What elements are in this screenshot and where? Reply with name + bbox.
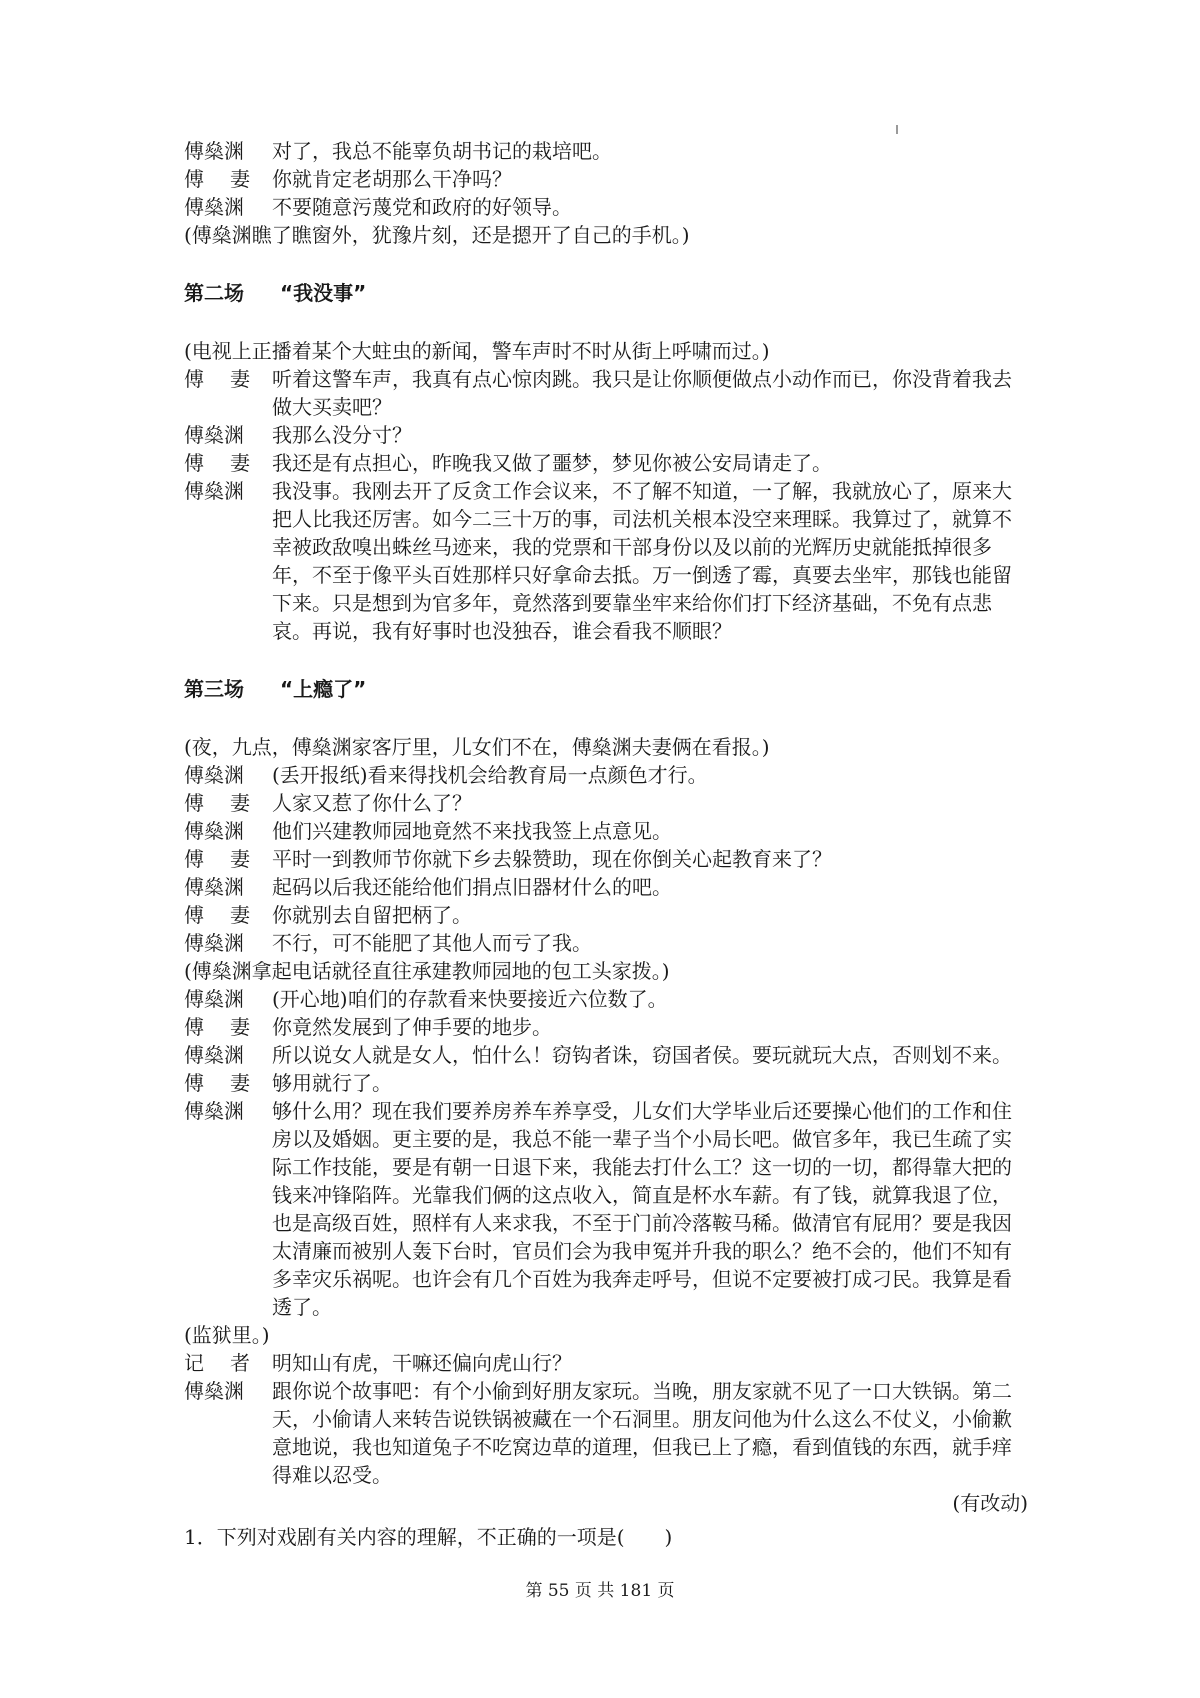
dialogue-line [184,789,1028,817]
dialogue-line [184,985,1028,1013]
speaker-name: 傅 妻 [184,367,250,391]
dialogue-line [184,845,1028,873]
dialogue-line [184,421,1028,449]
scene3-dialogue-2 [184,985,1028,1321]
margin-mark [896,125,898,134]
scene-number: 第三场 [184,677,244,701]
dialogue-text: 你就别去自留把柄了。 [272,903,472,927]
dialogue-line [184,817,1028,845]
dialogue-line [184,477,1028,645]
page-footer: 第 55 页 共 181 页 [525,1581,675,1601]
dialogue-line [184,1349,1028,1377]
speaker-name: 傅 妻 [184,167,250,191]
dialogue-line [184,1041,1028,1069]
dialogue-line [184,193,1028,221]
dialogue-text: 不要随意污蔑党和政府的好领导。 [272,195,572,219]
dialogue-line [184,873,1028,901]
speaker-name: 傅 妻 [184,451,250,475]
scene-heading [184,279,1028,307]
dialogue-text: 你就肯定老胡那么干净吗？ [272,167,512,191]
speaker-name: 傅燊渊 [184,931,244,955]
scene3-dialogue-3 [184,1349,1028,1489]
dialogue-text: (开心地)咱们的存款看来快要接近六位数了。 [272,987,668,1011]
question-text: 1．下列对戏剧有关内容的理解，不正确的一项是( ) [184,1525,673,1549]
dialogue-text: 平时一到教师节你就下乡去躲赞助，现在你倒关心起教育来了？ [272,847,832,871]
dialogue-text: 跟你说个故事吧：有个小偷到好朋友家玩。当晚，朋友家就不见了一口大铁锅。第二天，小偷请人来转告说铁锅被藏在一个石洞里。朋友问他为什么这么不仗义，小偷歉意地说，我也知道兔子不吃窝边草的道理，但我已上了瘾，看到值钱的东西，就手痒得难以忍受。 [272,1379,1012,1487]
dialogue-text: 你竟然发展到了伸手要的地步。 [272,1015,552,1039]
scene2-dialogue [184,365,1028,645]
adaptation-note: (有改动) [952,1491,1028,1515]
dialogue-text: 我还是有点担心，昨晚我又做了噩梦，梦见你被公安局请走了。 [272,451,832,475]
dialogue-text: 我那么没分寸？ [272,423,412,447]
dialogue-text: 我没事。我刚去开了反贪工作会议来，不了解不知道，一了解，我就放心了，原来大把人比我还厉害。如今二三十万的事，司法机关根本没空来理睬。我算过了，就算不幸被政敌嗅出蛛丝马迹来，我的党票和干部身份以及以前的光辉历史就能抵掉很多年，不至于像平头百姓那样只好拿命去抵。万一倒透了霉，真要去坐牢，那钱也能留下来。只是想到为官多年，竟然落到要靠坐牢来给你们打下经济基础，不免有点悲哀。再说，我有好事时也没独吞，谁会看我不顺眼？ [272,479,1012,643]
speaker-name: 傅燊渊 [184,139,244,163]
dialogue-text: 他们兴建教师园地竟然不来找我签上点意见。 [272,819,672,843]
speaker-name: 傅 妻 [184,903,250,927]
dialogue-line [184,449,1028,477]
scene-title: “我没事” [280,281,367,305]
dialogue-line [184,1013,1028,1041]
speaker-name: 傅燊渊 [184,1043,244,1067]
dialogue-line [184,137,1028,165]
dialogue-line [184,761,1028,789]
speaker-name: 傅燊渊 [184,1379,244,1403]
speaker-name: 傅燊渊 [184,763,244,787]
scene3-dialogue [184,761,1028,957]
dialogue-text: 听着这警车声，我真有点心惊肉跳。我只是让你顺便做点小动作而已，你没背着我去做大买卖吧？ [272,367,1012,419]
speaker-name: 傅燊渊 [184,987,244,1011]
dialogue-text: 起码以后我还能给他们捐点旧器材什么的吧。 [272,875,672,899]
speaker-name: 傅燊渊 [184,479,244,503]
dialogue-line [184,1377,1028,1489]
speaker-name: 傅燊渊 [184,819,244,843]
stage-direction: (电视上正播着某个大蛀虫的新闻，警车声时不时从街上呼啸而过。) [184,339,770,363]
dialogue-text: (丢开报纸)看来得找机会给教育局一点颜色才行。 [272,763,708,787]
scene-number: 第二场 [184,281,244,305]
stage-direction: (傅燊渊拿起电话就径直往承建教师园地的包工头家拨。) [184,959,670,983]
dialogue-line [184,1069,1028,1097]
dialogue-line [184,901,1028,929]
dialogue-text: 人家又惹了你什么了？ [272,791,472,815]
stage-direction: (监狱里。) [184,1323,270,1347]
scene-title: “上瘾了” [280,677,367,701]
speaker-name: 傅燊渊 [184,875,244,899]
speaker-name: 傅 妻 [184,791,250,815]
dialogue-line [184,929,1028,957]
script-body [184,137,1028,1551]
dialogue-text: 不行，可不能肥了其他人而亏了我。 [272,931,592,955]
speaker-name: 傅 妻 [184,847,250,871]
dialogue-text: 明知山有虎，干嘛还偏向虎山行？ [272,1351,572,1375]
speaker-name: 傅燊渊 [184,1099,244,1123]
scene-heading [184,675,1028,703]
dialogue-line [184,365,1028,421]
dialogue-text: 够什么用？现在我们要养房养车养享受，儿女们大学毕业后还要操心他们的工作和住房以及婚姻。更主要的是，我总不能一辈子当个小局长吧。做官多年，我已生疏了实际工作技能，要是有朝一日退下来，我能去打什么工？这一切的一切，都得靠大把的钱来冲锋陷阵。光靠我们俩的这点收入，简直是杯水车薪。有了钱，就算我退了位，也是高级百姓，照样有人来求我，不至于门前冷落鞍马稀。做清官有屁用？要是我因太清廉而被别人轰下台时，官员们会为我申冤并升我的职么？绝不会的，他们不知有多幸灾乐祸呢。也许会有几个百姓为我奔走呼号，但说不定要被打成刁民。我算是看透了。 [272,1099,1012,1319]
speaker-name: 傅 妻 [184,1071,250,1095]
speaker-name: 记 者 [184,1351,250,1375]
dialogue-text: 对了，我总不能辜负胡书记的栽培吧。 [272,139,612,163]
stage-direction: (夜，九点，傅燊渊家客厅里，儿女们不在，傅燊渊夫妻俩在看报。) [184,735,770,759]
speaker-name: 傅燊渊 [184,195,244,219]
scene1-dialogue [184,137,1028,221]
dialogue-line [184,1097,1028,1321]
speaker-name: 傅 妻 [184,1015,250,1039]
speaker-name: 傅燊渊 [184,423,244,447]
stage-direction: (傅燊渊瞧了瞧窗外，犹豫片刻，还是摁开了自己的手机。) [184,223,690,247]
dialogue-text: 所以说女人就是女人，怕什么！窃钩者诛，窃国者侯。要玩就玩大点，否则划不来。 [272,1043,1012,1067]
dialogue-line [184,165,1028,193]
dialogue-text: 够用就行了。 [272,1071,392,1095]
